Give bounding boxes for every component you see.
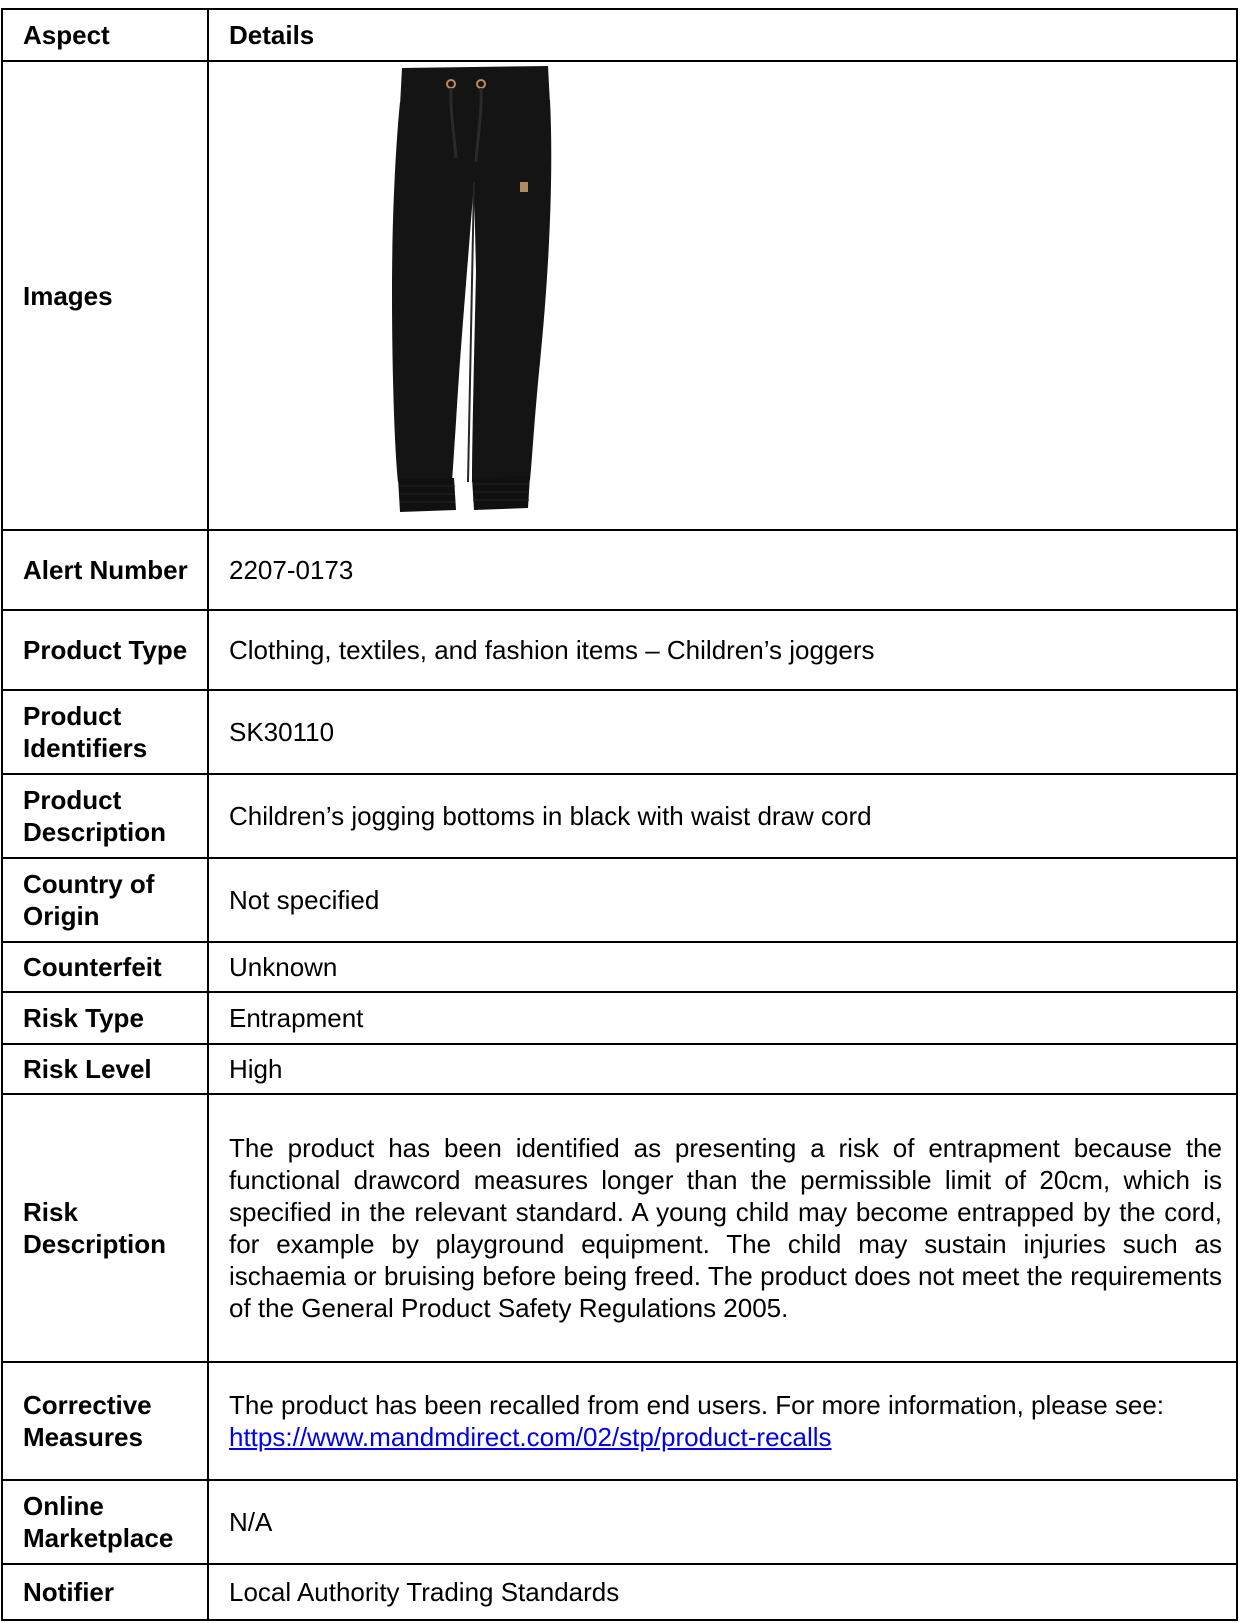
corrective-measures-value (208, 1362, 1237, 1480)
table-header-row (2, 9, 1237, 61)
product-recalls-link[interactable]: https://www.mandmdirect.com/02/stp/product-recalls (229, 1422, 832, 1452)
notifier-value: Local Authority Trading Standards (208, 1564, 1237, 1620)
corrective-measures-label: Corrective Measures (2, 1362, 208, 1480)
table-row-risk-level (2, 1044, 1237, 1094)
children-joggers-photo (364, 62, 584, 518)
images-cell (208, 61, 1237, 530)
online-marketplace-label: Online Marketplace (2, 1480, 208, 1564)
table-row-images (2, 61, 1237, 530)
risk-level-label: Risk Level (2, 1044, 208, 1094)
column-header-details: Details (208, 9, 1237, 61)
counterfeit-label: Counterfeit (2, 942, 208, 992)
risk-type-value: Entrapment (208, 992, 1237, 1044)
alert-number-value: 2207-0173 (208, 530, 1237, 610)
table-row-product-identifiers (2, 690, 1237, 774)
table-row-alert-number (2, 530, 1237, 610)
images-label: Images (2, 61, 208, 530)
online-marketplace-value: N/A (208, 1480, 1237, 1564)
notifier-label: Notifier (2, 1564, 208, 1620)
country-of-origin-label: Country of Origin (2, 858, 208, 942)
product-identifiers-label: Product Identifiers (2, 690, 208, 774)
product-type-label: Product Type (2, 610, 208, 690)
table-row-product-description (2, 774, 1237, 858)
product-description-value: Children’s jogging bottoms in black with waist draw cord (208, 774, 1237, 858)
alert-number-label: Alert Number (2, 530, 208, 610)
product-description-label: Product Description (2, 774, 208, 858)
country-of-origin-value: Not specified (208, 858, 1237, 942)
table-row-risk-type (2, 992, 1237, 1044)
table-row-corrective-measures (2, 1362, 1237, 1480)
table-row-counterfeit (2, 942, 1237, 992)
table-row-risk-description (2, 1094, 1237, 1362)
product-alert-table (1, 8, 1238, 1621)
risk-type-label: Risk Type (2, 992, 208, 1044)
table-row-product-type (2, 610, 1237, 690)
risk-description-label: Risk Description (2, 1094, 208, 1362)
corrective-measures-text: The product has been recalled from end users. For more information, please see: (229, 1390, 1165, 1420)
counterfeit-value: Unknown (208, 942, 1237, 992)
product-type-value: Clothing, textiles, and fashion items – Children’s joggers (208, 610, 1237, 690)
risk-level-value: High (208, 1044, 1237, 1094)
table-row-notifier (2, 1564, 1237, 1620)
table-row-online-marketplace (2, 1480, 1237, 1564)
risk-description-value: The product has been identified as presenting a risk of entrapment because the functional drawcord measures longer than the permissible limit of 20cm, which is specified in the relevant standard. A young child may become entrapped by the cord, for example by playground equipment. The child may sustain injuries such as ischaemia or bruising before being freed. The product does not meet the requirements of the General Product Safety Regulations 2005. (208, 1094, 1237, 1362)
product-identifiers-value: SK30110 (208, 690, 1237, 774)
table-row-country-of-origin (2, 858, 1237, 942)
column-header-aspect: Aspect (2, 9, 208, 61)
